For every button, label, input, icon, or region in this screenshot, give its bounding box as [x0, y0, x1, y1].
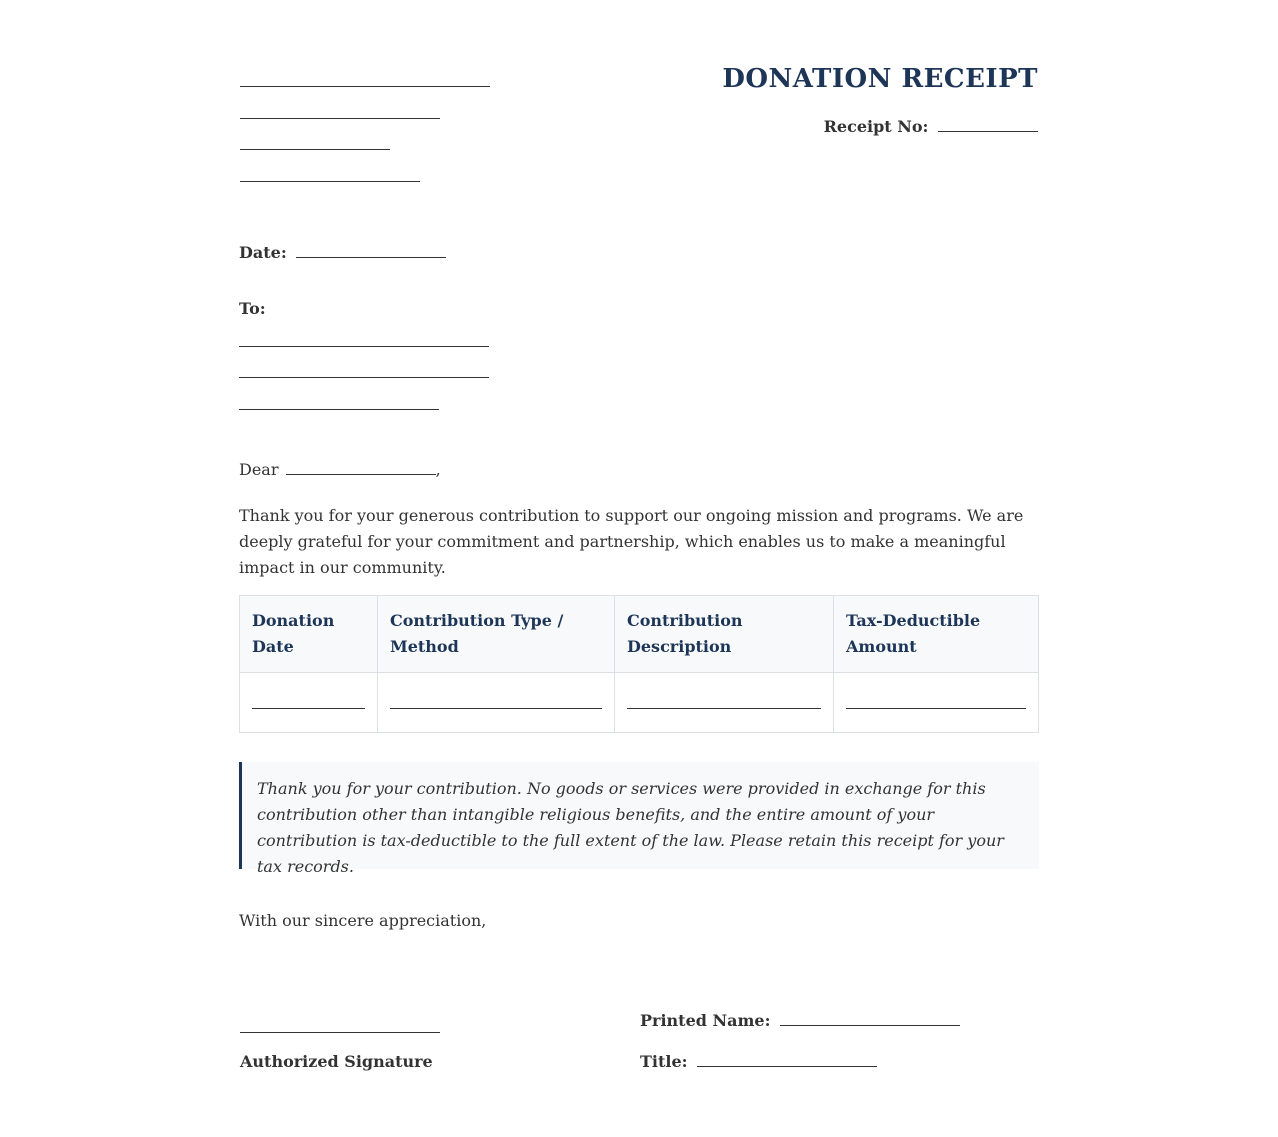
donation-date-field[interactable]: [252, 708, 365, 709]
signer-title-field[interactable]: [697, 1066, 877, 1067]
contribution-type-field[interactable]: [390, 708, 602, 709]
column-header-contribution-type: Contribution Type / Method: [378, 596, 615, 673]
org-name-field[interactable]: [240, 86, 490, 87]
org-address-line-1-field[interactable]: [240, 118, 440, 119]
document-title: DONATION RECEIPT: [722, 64, 1038, 94]
intro-paragraph: Thank you for your generous contribution to support our ongoing mission and programs. We are deeply grateful for your commitment and partnership, which enables us to make a meaningful impact in our community.: [239, 506, 1024, 577]
printed-name-label: Printed Name:: [640, 1011, 771, 1030]
printed-name-row: [640, 1011, 960, 1030]
closing-line: With our sincere appreciation,: [239, 911, 487, 930]
column-header-tax-deductible-amount: Tax-Deductible Amount: [834, 596, 1039, 673]
donation-date-cell[interactable]: [240, 673, 378, 733]
contribution-type-cell[interactable]: [378, 673, 615, 733]
tax-deductible-amount-cell[interactable]: [834, 673, 1039, 733]
contribution-description-cell[interactable]: [615, 673, 834, 733]
date-field[interactable]: [296, 257, 446, 258]
contribution-description-field[interactable]: [627, 708, 821, 709]
column-header-donation-date: Donation Date: [240, 596, 378, 673]
receipt-number-field[interactable]: [938, 131, 1038, 132]
date-label: Date:: [239, 243, 287, 262]
tax-disclosure-note: Thank you for your contribution. No goods or services were provided in exchange for this contribution other than intangible religious benefits, and the entire amount of your contribution is tax-deductible to the full extent of the law. Please retain this receipt for your tax records.: [239, 762, 1039, 869]
receipt-number-row: [640, 117, 1038, 136]
salutation-comma: ,: [435, 460, 441, 479]
recipient-name-field[interactable]: [239, 346, 489, 347]
salutation-row: [239, 457, 441, 483]
recipient-address-line-2-field[interactable]: [239, 409, 439, 410]
signer-title-label: Title:: [640, 1052, 688, 1071]
org-address-line-2-field[interactable]: [240, 149, 390, 150]
donation-table: [239, 595, 1039, 733]
recipient-address-line-1-field[interactable]: [239, 377, 489, 378]
printed-name-field[interactable]: [780, 1025, 960, 1026]
tax-deductible-amount-field[interactable]: [846, 708, 1026, 709]
org-contact-field[interactable]: [240, 181, 420, 182]
receipt-number-label: Receipt No:: [823, 117, 929, 136]
date-row: [239, 243, 446, 262]
authorized-signature-label: Authorized Signature: [240, 1052, 433, 1071]
column-header-contribution-description: Contribution Description: [615, 596, 834, 673]
table-row: [240, 673, 1039, 733]
donor-name-field[interactable]: [286, 474, 436, 475]
title-row: [640, 1052, 877, 1071]
to-label: To:: [239, 299, 266, 318]
table-header-row: [240, 596, 1039, 673]
salutation-prefix: Dear: [239, 460, 279, 479]
authorized-signature-field[interactable]: [240, 1032, 440, 1033]
